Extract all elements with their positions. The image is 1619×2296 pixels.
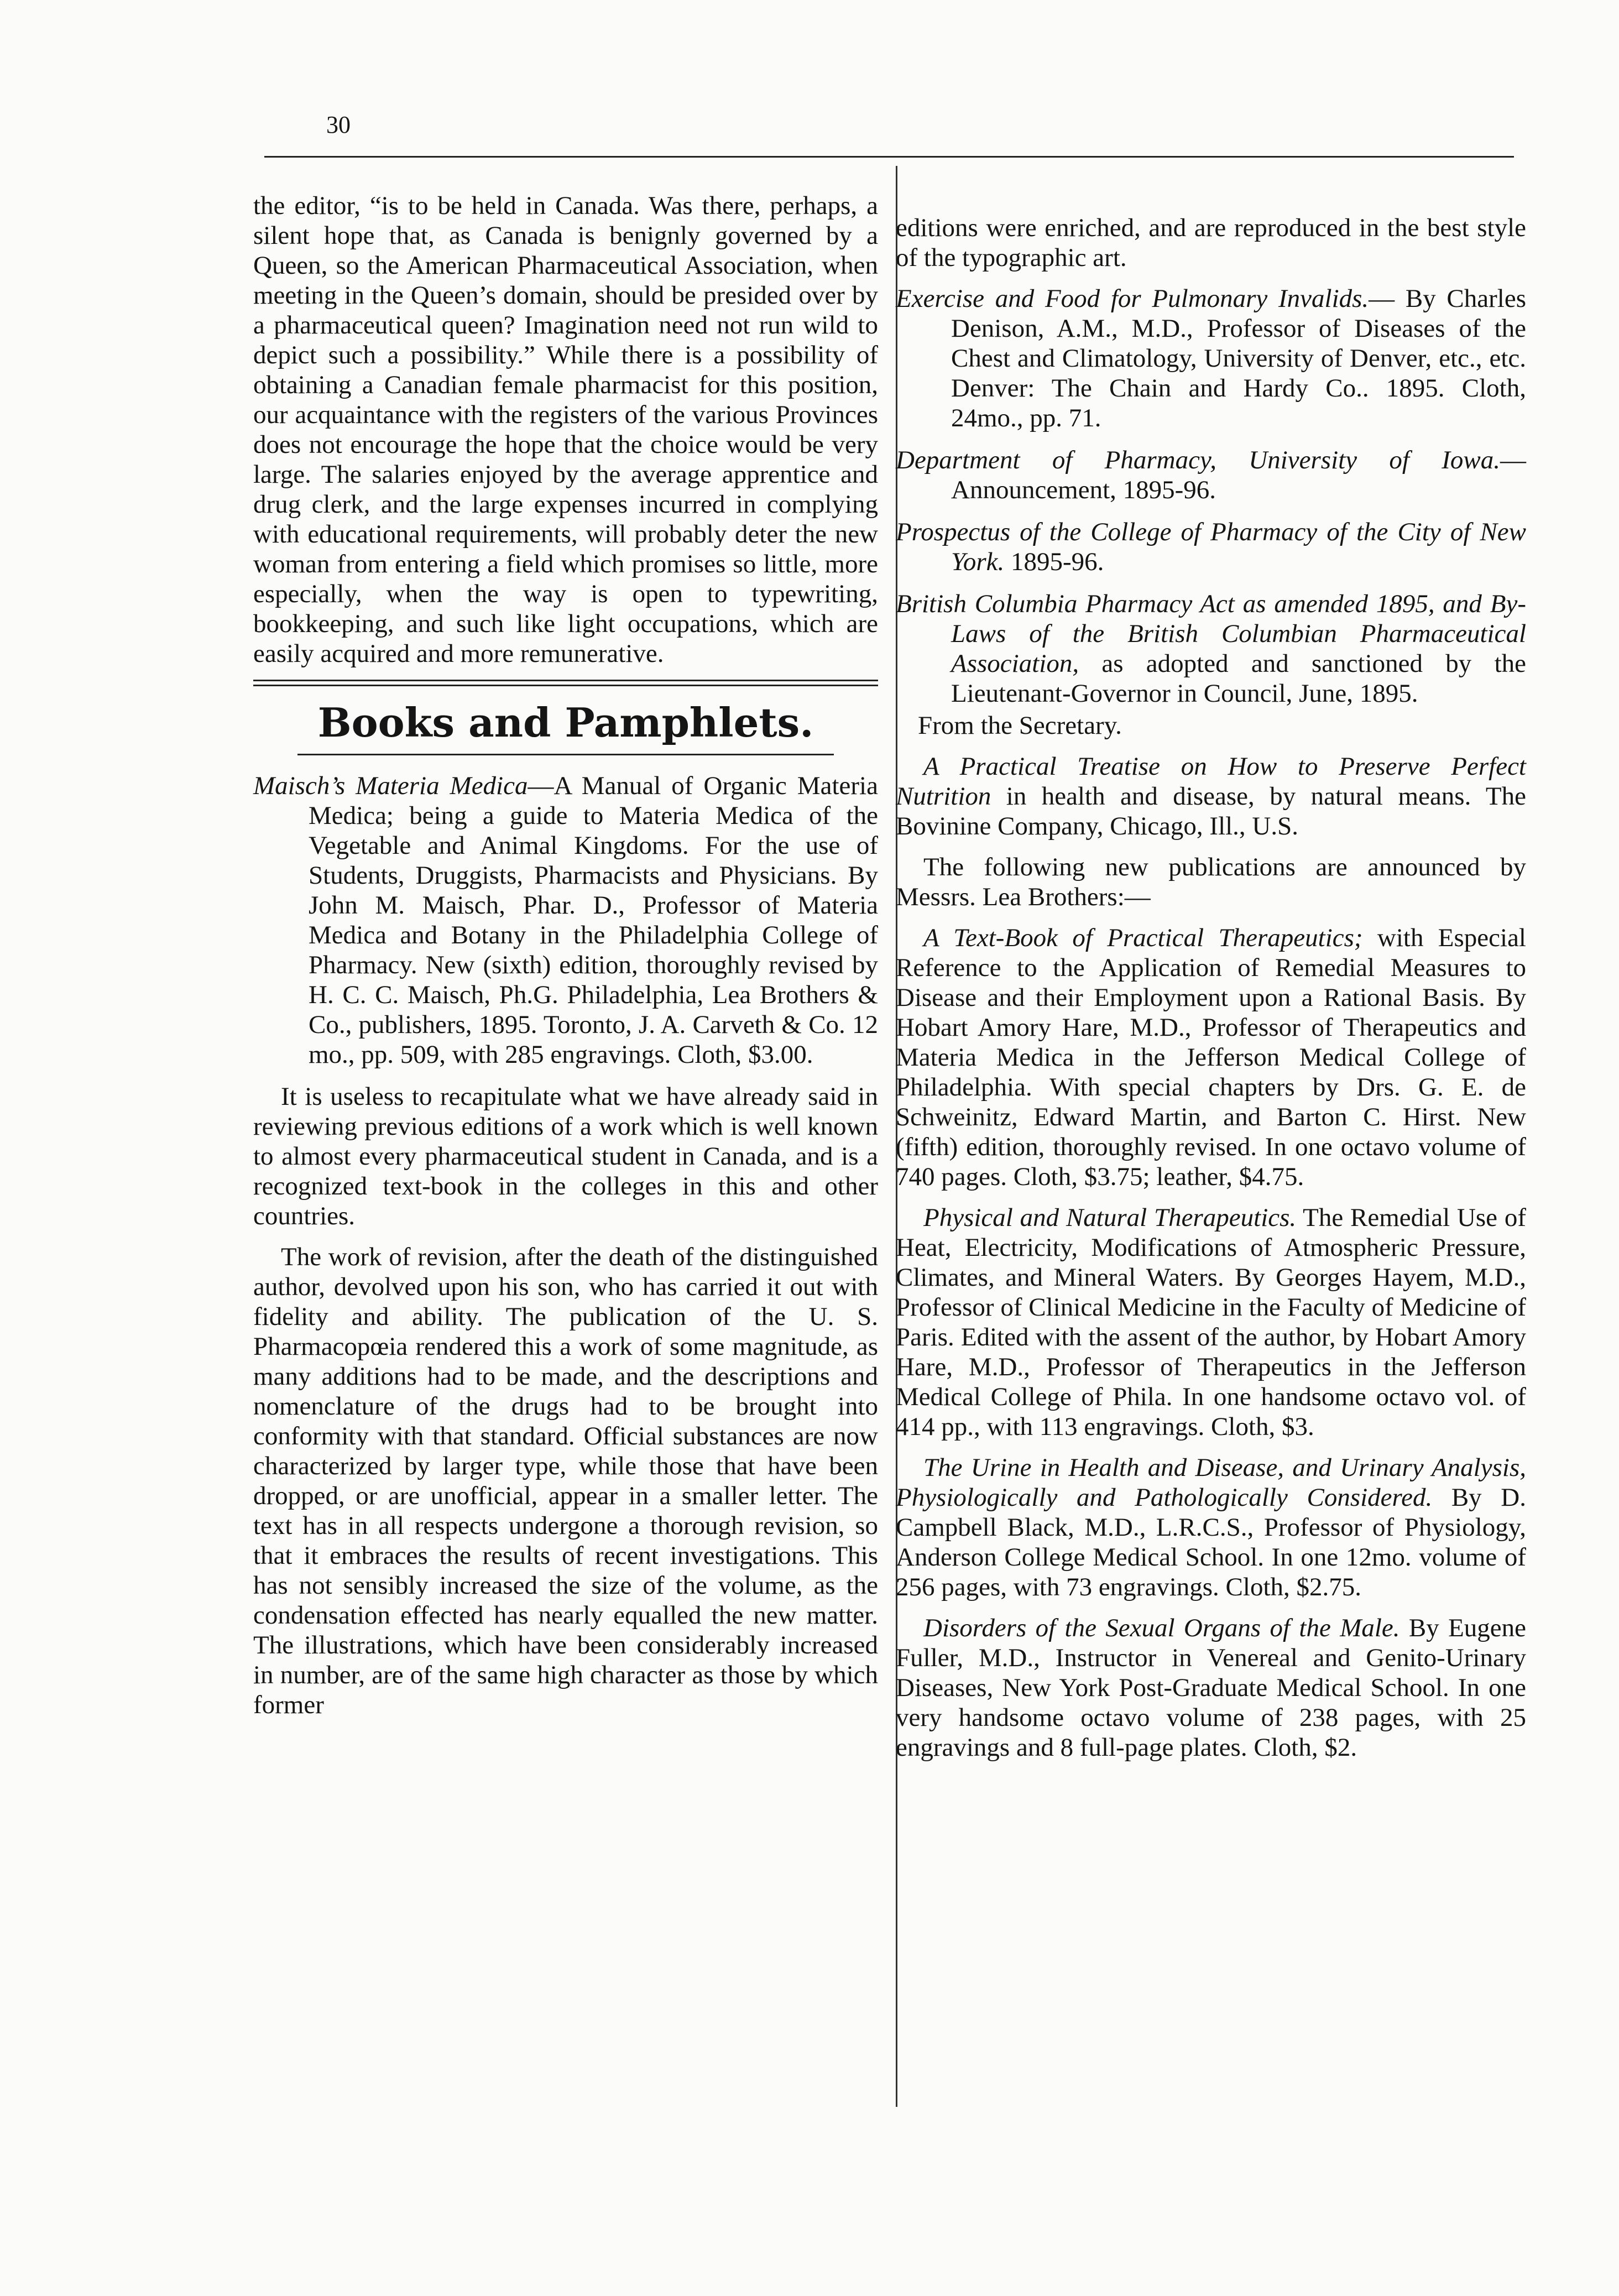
book-title: Physical and Natural Therapeutics. — [923, 1203, 1297, 1232]
book-title: British Columbia Pharmacy Act as amended 1895, and By-Laws of the British Columbian Pharmaceutical Association, — [896, 589, 1526, 678]
book-entry-treatise — [896, 752, 1526, 841]
book-details: as adopted and sanctioned by the Lieutenant-Governor in Council, June, 1895. — [951, 649, 1526, 708]
book-title: Prospectus of the College of Pharmacy of the City of New York. — [896, 518, 1526, 576]
book-title: A Practical Treatise on How to Preserve Perfect Nutrition — [896, 752, 1526, 811]
book-title: Maisch’s Materia Medica — [253, 771, 528, 800]
book-entry-iowa — [896, 445, 1526, 505]
book-entry-exercise — [896, 284, 1526, 433]
page-number: 30 — [326, 111, 351, 138]
book-entry-hayem — [896, 1203, 1526, 1442]
section-heading: Books and Pamphlets. — [317, 699, 814, 746]
book-entry-prospectus — [896, 517, 1526, 577]
left-column — [253, 191, 878, 1731]
book-details: The Remedial Use of Heat, Electricity, Modifications of Atmospheric Pressure, Climates, and Mineral Waters. By Georges Hayem, M.D., Professor of Clinical Medicine in the Faculty of Medicine of Paris. Edited with the assent of the author, by Hobart Amory Hare, M.D., Professor of Therapeutics in the Jefferson Medical College of Phila. In one handsome octavo vol. of 414 pp., with 113 engravings. Cloth, $3. — [896, 1203, 1526, 1441]
book-details: 1895-96. — [1004, 547, 1104, 576]
review-paragraph: It is useless to recapitulate what we have already said in reviewing previous editions of a work which is well known to almost every pharmaceutical student in Canada, and is a recognized text-book in the colleges in this and other countries. — [253, 1082, 878, 1230]
book-title: Department of Pharmacy, University of Iowa. — [896, 446, 1500, 474]
book-entry-fuller — [896, 1613, 1526, 1762]
section-rule — [253, 680, 878, 686]
book-details: in health and disease, by natural means. The Bovinine Company, Chicago, Ill., U.S. — [896, 782, 1526, 841]
editorial-paragraph: the editor, “is to be held in Canada. Was there, perhaps, a silent hope that, as Canada is benignly governed by a Queen, so the American Pharmaceutical Association, when meeting in the Queen’s domain, should be presided over by a pharmaceutical queen? Imagination need not run wild to depict such a possibility.” While there is a possibility of obtaining a Canadian female pharmacist for this position, our acquaintance with the registers of the various Provinces does not encourage the hope that the choice would be very large. The salaries enjoyed by the average apprentice and drug clerk, and the large expenses incurred in complying with educational requirements, will probably deter the new woman from entering a field which promises so little, more especially, when the way is open to typewriting, bookkeeping, and such like light occupations, which are easily acquired and more remunerative. — [253, 191, 878, 668]
from-line: From the Secretary. — [918, 711, 1122, 740]
book-details: — Announcement, 1895-96. — [951, 446, 1526, 504]
right-column — [896, 213, 1526, 1773]
header-rule — [264, 156, 1514, 158]
book-title: Disorders of the Sexual Organs of the Male. — [923, 1614, 1400, 1642]
book-details: —A Manual of Organic Materia Medica; being a guide to Materia Medica of the Vegetable and Animal Kingdoms. For the use of Students, Druggists, Pharmacists and Physicians. By John M. Maisch, Phar. D., Professor of Materia Medica and Botany in the Philadelphia College of Pharmacy. New (sixth) edition, thoroughly revised by H. C. C. Maisch, Ph.G. Philadelphia, Lea Brothers & Co., publishers, 1895. Toronto, J. A. Carveth & Co. 12 mo., pp. 509, with 285 engravings. Cloth, $3.00. — [309, 771, 878, 1069]
continued-paragraph: editions were enriched, and are reproduced in the best style of the typographic art. — [896, 213, 1526, 272]
book-entry-urine — [896, 1453, 1526, 1602]
book-entry-maisch — [253, 771, 878, 1069]
book-details: By D. Campbell Black, M.D., L.R.C.S., Professor of Physiology, Anderson College Medical School. In one 12mo. volume of 256 pages, with 73 engravings. Cloth, $2.75. — [896, 1483, 1526, 1601]
review-paragraph: The work of revision, after the death of the distinguished author, devolved upon his son, who has carried it out with fidelity and ability. The publication of the U. S. Pharmacopœia rendered this a work of some magnitude, as many additions had to be made, and the descriptions and nomenclature of the drugs had to be brought into conformity with that standard. Official substances are now characterized by larger type, while those that have been dropped, or are unofficial, appear in a smaller letter. The text has in all respects undergone a thorough revision, so that it embraces the results of recent investigations. This has not sensibly increased the size of the volume, as the condensation effected has nearly equalled the new matter. The illustrations, which have been considerably increased in number, are of the same high character as those by which former — [253, 1243, 878, 1719]
book-title: The Urine in Health and Disease, and Urinary Analysis, Physiologically and Pathologically Considered. — [896, 1453, 1526, 1512]
book-details: with Especial Reference to the Application of Remedial Measures to Disease and their Employment upon a Rational Basis. By Hobart Amory Hare, M.D., Professor of Therapeutics and Materia Medica in the Jefferson Medical College of Philadelphia. With special chapters by Drs. G. E. de Schweinitz, Edward Martin, and Barton C. Hirst. New (fifth) edition, thoroughly revised. In one octavo volume of 740 pages. Cloth, $3.75; leather, $4.75. — [896, 923, 1526, 1191]
book-title: A Text-Book of Practical Therapeutics; — [923, 923, 1363, 952]
heading-underline — [297, 754, 834, 755]
book-details: By Eugene Fuller, M.D., Instructor in Venereal and Genito-Urinary Diseases, New York Post-Graduate Medical School. In one very handsome octavo volume of 238 pages, with 25 engravings and 8 full-page plates. Cloth, $2. — [896, 1614, 1526, 1762]
book-details: — By Charles Denison, A.M., M.D., Professor of Diseases of the Chest and Climatology, University of Denver, etc., etc. Denver: The Chain and Hardy Co.. 1895. Cloth, 24mo., pp. 71. — [951, 284, 1527, 432]
book-entry-hare — [896, 923, 1526, 1192]
book-entry-bc — [896, 589, 1526, 708]
announcement-intro: The following new publications are announced by Messrs. Lea Brothers:— — [896, 853, 1526, 911]
book-title: Exercise and Food for Pulmonary Invalids. — [896, 284, 1369, 313]
